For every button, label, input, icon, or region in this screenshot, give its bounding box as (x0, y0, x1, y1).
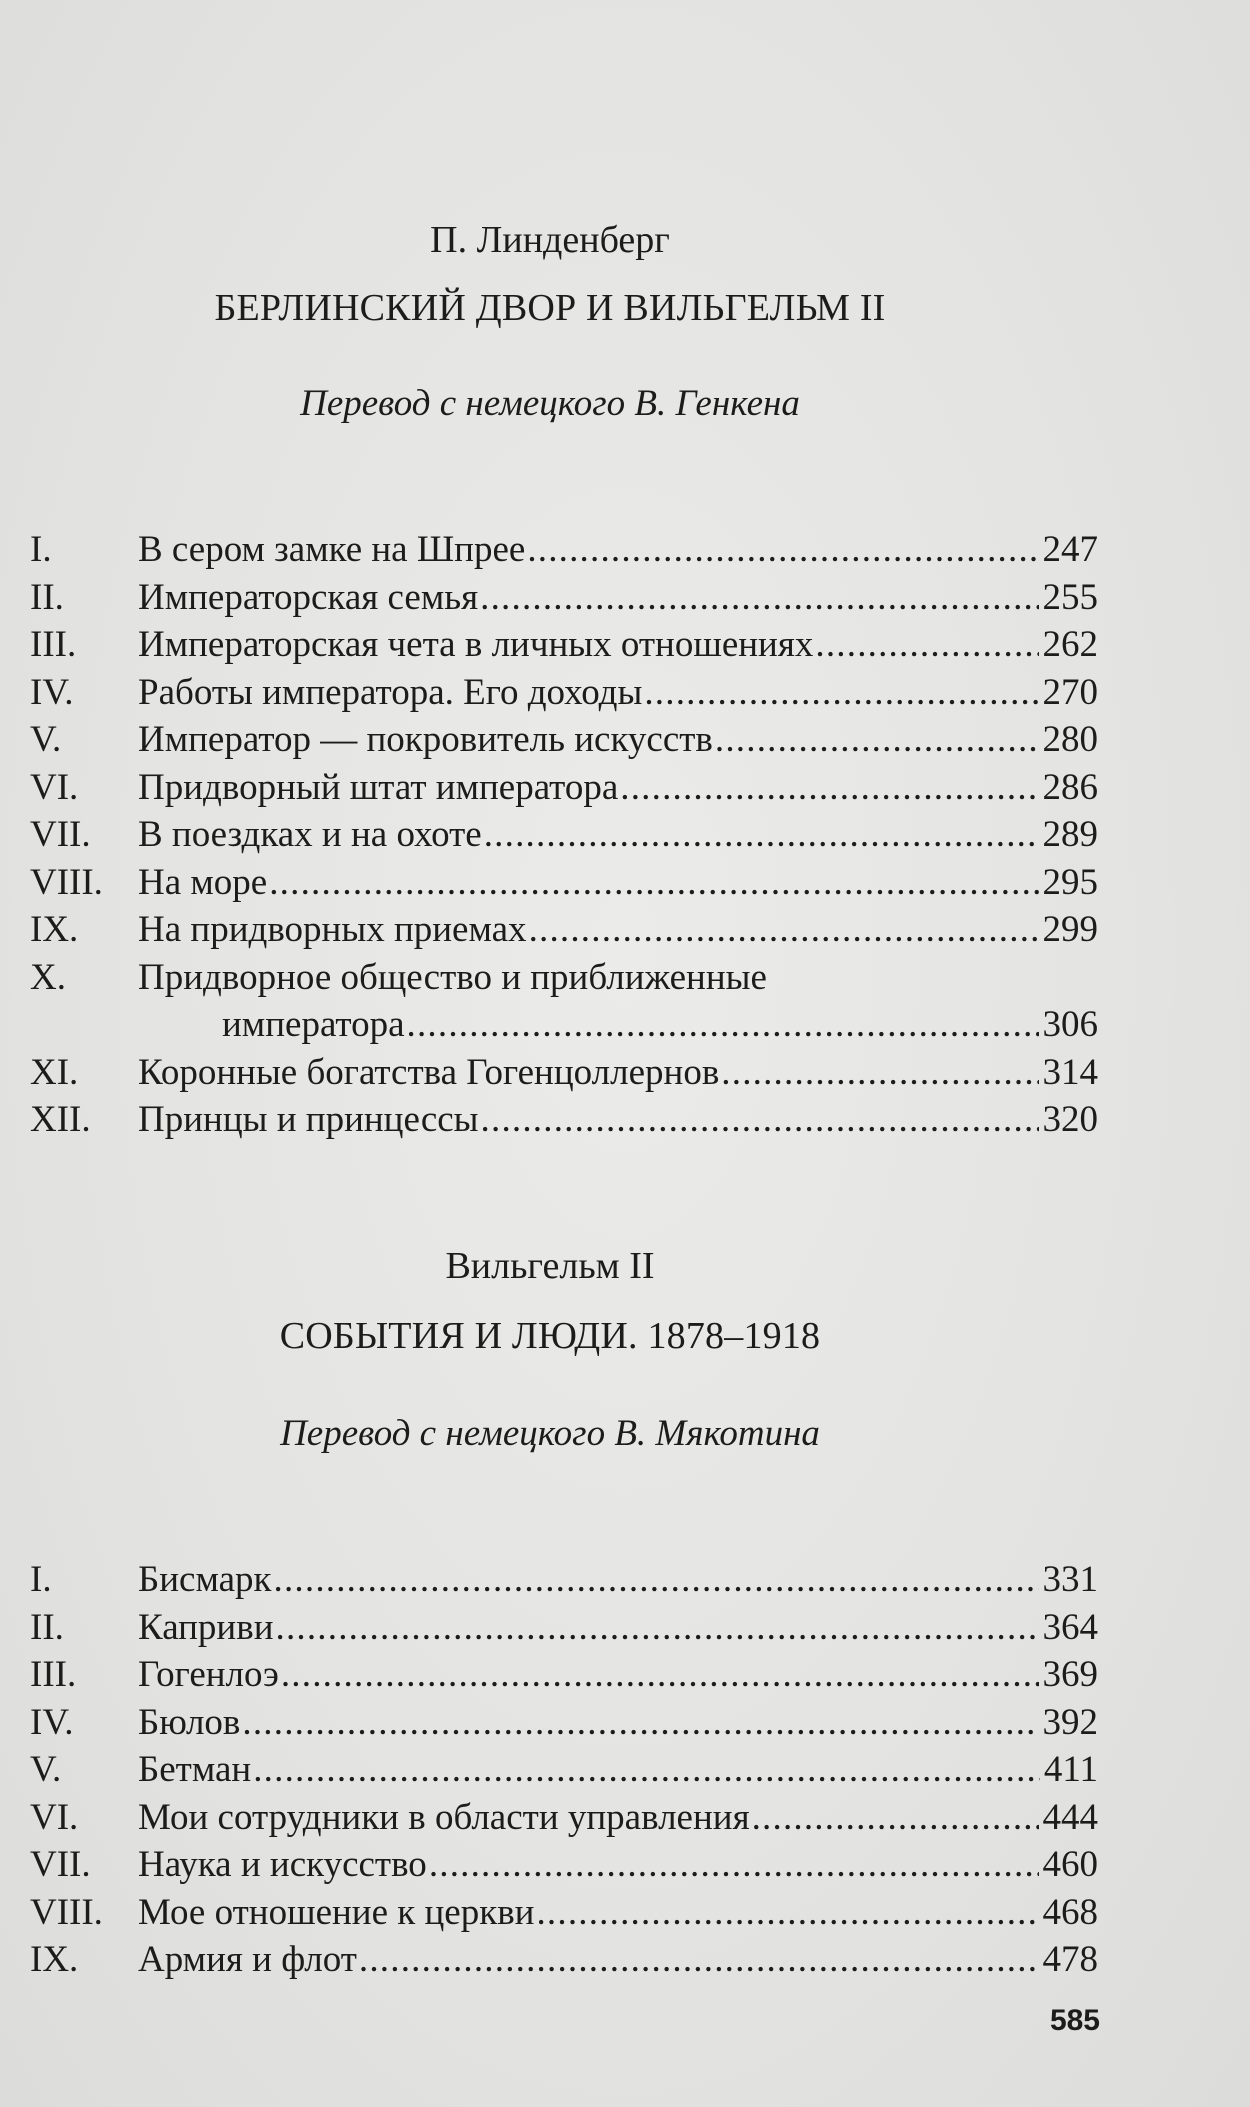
toc-entry (30, 859, 1098, 907)
chapter-number: IV. (30, 671, 74, 713)
chapter-page: 460 (1042, 1844, 1098, 1885)
leader-dots (253, 1746, 1040, 1794)
chapter-page: 364 (1042, 1606, 1098, 1648)
section-translator: Перевод с немецкого В. Генкена (300, 383, 800, 424)
chapter-page: 320 (1042, 1099, 1098, 1140)
toc-entry (30, 1841, 1098, 1889)
leader-dots (269, 859, 1038, 907)
chapter-number: VII. (30, 1844, 91, 1885)
leader-dots (529, 906, 1039, 954)
section-title: БЕРЛИНСКИЙ ДВОР И ВИЛЬГЕЛЬМ II (214, 287, 886, 329)
toc-entry (30, 669, 1098, 717)
toc-list (30, 1556, 1098, 1984)
leader-dots (815, 621, 1038, 669)
chapter-title: Коронные богатства Гогенцоллернов (138, 1051, 720, 1093)
chapter-title: Мое отношение к церкви (138, 1891, 535, 1933)
toc-entry (30, 1651, 1098, 1699)
chapter-title: Придворное общество и приближенные (138, 956, 767, 998)
toc-entry (30, 954, 1098, 1049)
chapter-title: Мои сотрудники в области управления (138, 1796, 750, 1838)
leader-dots (536, 1889, 1038, 1937)
chapter-number: II. (30, 576, 64, 618)
chapter-number: VIII. (30, 1891, 103, 1933)
toc-entry (30, 1604, 1098, 1652)
chapter-number: II. (30, 1606, 64, 1648)
toc-entry (30, 1556, 1098, 1604)
leader-dots (276, 1604, 1039, 1652)
chapter-number: IX. (30, 1939, 79, 1980)
leader-dots (527, 526, 1038, 574)
leader-dots (480, 574, 1038, 622)
leader-dots (484, 811, 1039, 859)
toc-entry (30, 811, 1098, 859)
chapter-title: Принцы и принцессы (138, 1099, 479, 1140)
chapter-page: 369 (1042, 1654, 1098, 1695)
chapter-number: IV. (30, 1701, 74, 1743)
leader-dots (242, 1699, 1038, 1747)
toc-entry (30, 526, 1098, 574)
chapter-page: 478 (1042, 1939, 1098, 1980)
toc-entry (30, 764, 1098, 812)
toc-entry (30, 1936, 1098, 1984)
section-title: СОБЫТИЯ И ЛЮДИ. 1878–1918 (279, 1315, 821, 1357)
toc-entry (30, 1096, 1098, 1144)
chapter-page: 255 (1042, 576, 1098, 618)
chapter-page: 289 (1042, 814, 1098, 855)
toc-entry (30, 1889, 1098, 1937)
chapter-page: 270 (1042, 671, 1098, 713)
chapter-page: 280 (1042, 719, 1098, 760)
chapter-page: 286 (1042, 766, 1098, 808)
chapter-page: 299 (1042, 909, 1098, 950)
chapter-title: Работы императора. Его доходы (138, 671, 643, 713)
chapter-number: X. (30, 956, 66, 998)
chapter-page: 262 (1042, 624, 1098, 665)
chapter-number: VI. (30, 766, 79, 808)
leader-dots (281, 1651, 1039, 1699)
toc-entry (30, 1794, 1098, 1842)
toc-entry (30, 1699, 1098, 1747)
chapter-number: V. (30, 719, 62, 760)
chapter-title: Императорская чета в личных отношениях (138, 624, 814, 665)
chapter-title: Император — покровитель искусств (138, 719, 713, 760)
chapter-number: III. (30, 1654, 77, 1695)
chapter-number: IX. (30, 909, 79, 950)
chapter-page: 468 (1042, 1891, 1098, 1933)
toc-entry (30, 906, 1098, 954)
chapter-title: Бисмарк (138, 1559, 272, 1600)
section-author: Вильгельм II (445, 1245, 655, 1287)
chapter-title-continuation: императора (222, 1004, 405, 1045)
chapter-title: На придворных приемах (138, 909, 527, 950)
leader-dots (644, 669, 1038, 717)
chapter-title: Придворный штат императора (138, 766, 619, 808)
toc-entry (30, 1049, 1098, 1097)
chapter-page: 411 (1043, 1749, 1098, 1790)
chapter-page: 314 (1042, 1051, 1098, 1093)
chapter-page: 295 (1042, 861, 1098, 903)
chapter-title: Наука и искусство (138, 1844, 427, 1885)
section-author: П. Линденберг (430, 219, 670, 261)
chapter-title: В сером замке на Шпрее (138, 529, 526, 570)
leader-dots (407, 1001, 1039, 1049)
toc-entry (30, 621, 1098, 669)
leader-dots (715, 716, 1039, 764)
chapter-number: V. (30, 1749, 62, 1790)
toc-entry (30, 574, 1098, 622)
chapter-page: 306 (1042, 1004, 1098, 1045)
chapter-title: Императорская семья (138, 576, 479, 618)
chapter-number: I. (30, 529, 52, 570)
toc-entry (30, 716, 1098, 764)
section-translator: Перевод с немецкого В. Мякотина (280, 1413, 820, 1454)
chapter-page: 331 (1042, 1559, 1098, 1600)
chapter-title: В поездках и на охоте (138, 814, 482, 855)
toc-list (30, 526, 1098, 1144)
chapter-title: На море (138, 861, 268, 903)
chapter-title: Гогенлоэ (138, 1654, 279, 1695)
chapter-number: XII. (30, 1099, 91, 1140)
toc-entry (30, 1746, 1098, 1794)
leader-dots (752, 1794, 1039, 1842)
chapter-number: III. (30, 624, 77, 665)
chapter-title: Армия и флот (138, 1939, 357, 1980)
leader-dots (481, 1096, 1039, 1144)
leader-dots (429, 1841, 1039, 1889)
chapter-page: 247 (1042, 529, 1098, 570)
chapter-number: XI. (30, 1051, 79, 1093)
leader-dots (274, 1556, 1039, 1604)
chapter-number: I. (30, 1559, 52, 1600)
leader-dots (721, 1049, 1038, 1097)
chapter-number: VIII. (30, 861, 103, 903)
chapter-page: 444 (1042, 1796, 1098, 1838)
leader-dots (359, 1936, 1039, 1984)
chapter-title: Бетман (138, 1749, 252, 1790)
leader-dots (620, 764, 1038, 812)
chapter-number: VI. (30, 1796, 79, 1838)
chapter-number: VII. (30, 814, 91, 855)
page-number: 585 (1049, 2004, 1100, 2037)
chapter-title: Бюлов (138, 1701, 241, 1743)
chapter-title: Каприви (138, 1606, 274, 1648)
chapter-page: 392 (1042, 1701, 1098, 1743)
